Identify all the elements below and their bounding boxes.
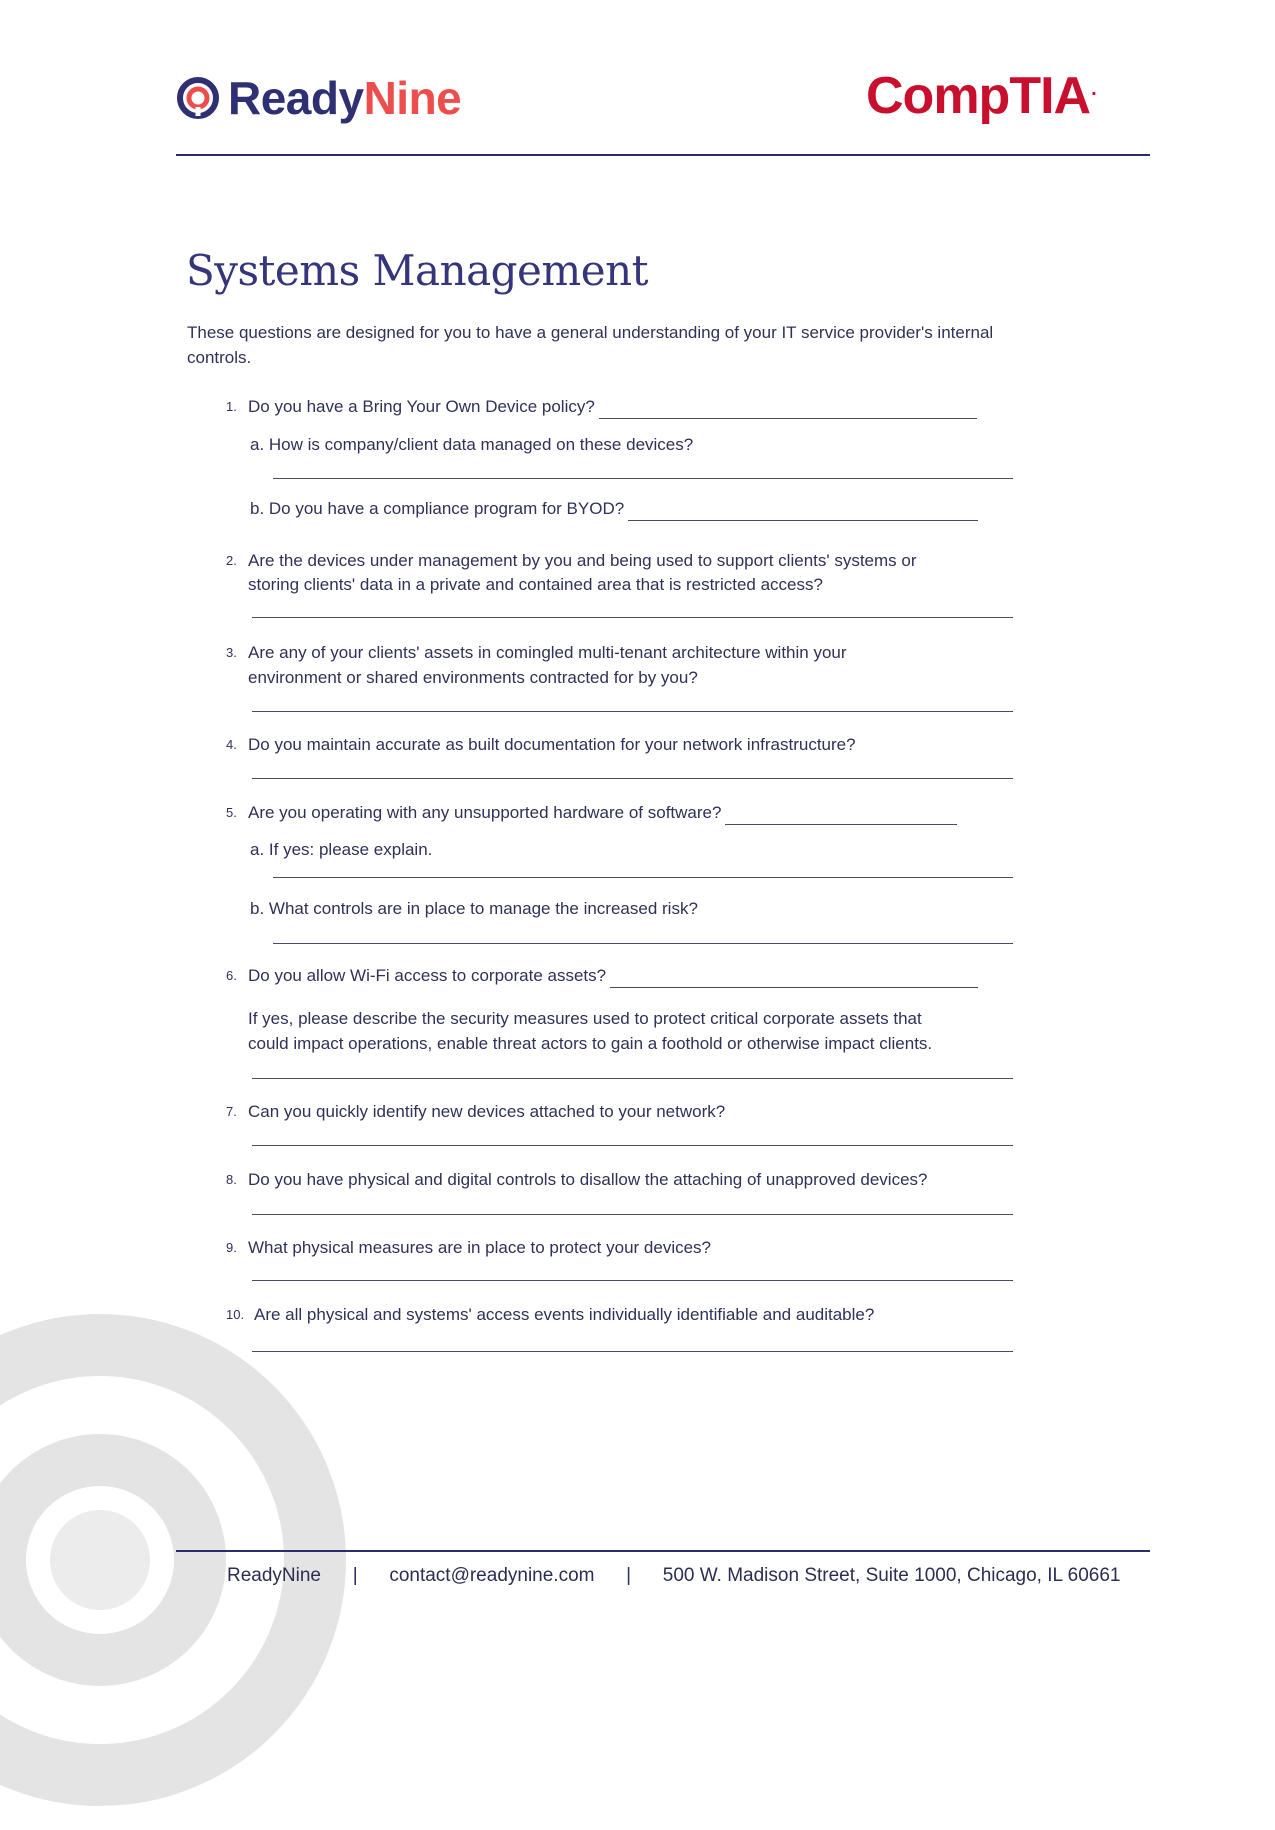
- footer-separator-1: |: [352, 1565, 358, 1586]
- q6-number: 6.: [226, 968, 237, 983]
- q7-answer-line[interactable]: [252, 1145, 1013, 1146]
- footer-separator-2: |: [626, 1565, 632, 1586]
- q1a-answer-line[interactable]: [273, 478, 1013, 479]
- q5b-text: b. What controls are in place to manage the increased risk?: [250, 899, 698, 918]
- q5b-answer-line[interactable]: [273, 943, 1013, 944]
- readynine-word-nine: Nine: [363, 72, 462, 124]
- q9-text: What physical measures are in place to protect your devices?: [248, 1238, 712, 1257]
- q3-line2: environment or shared environments contracted for by you?: [248, 668, 698, 687]
- readynine-mark-icon: [176, 76, 220, 120]
- q1-text: [248, 394, 977, 419]
- q6-text: [248, 963, 978, 988]
- q1-number: 1.: [226, 399, 237, 414]
- q7-text: Can you quickly identify new devices attached to your network?: [248, 1102, 726, 1121]
- q6-answer-line[interactable]: [610, 969, 978, 988]
- footer: [227, 1565, 1121, 1587]
- q8-text: Do you have physical and digital controls to disallow the attaching of unapproved devices?: [248, 1170, 928, 1189]
- q5-answer-line[interactable]: [725, 806, 957, 825]
- q1a-text: a. How is company/client data managed on these devices?: [250, 435, 694, 454]
- q5-label: Are you operating with any unsupported hardware of software?: [248, 803, 722, 822]
- readynine-logo: [176, 70, 461, 126]
- q9-number: 9.: [226, 1240, 237, 1255]
- q3-number: 3.: [226, 645, 237, 660]
- header-rule: [176, 154, 1150, 156]
- page-title: Systems Management: [186, 246, 649, 295]
- q4-answer-line[interactable]: [252, 778, 1013, 779]
- q3-answer-line[interactable]: [252, 711, 1013, 712]
- q7-number: 7.: [226, 1104, 237, 1119]
- intro-paragraph: These questions are designed for you to have a general understanding of your IT service provider's internal controls.: [187, 323, 994, 367]
- comptia-logo: [866, 66, 1096, 126]
- q1-label: Do you have a Bring Your Own Device policy?: [248, 397, 595, 416]
- q4-number: 4.: [226, 737, 237, 752]
- q1-answer-line[interactable]: [599, 400, 977, 419]
- readynine-word-ready: Ready: [228, 72, 364, 124]
- footer-email[interactable]: contact@readynine.com: [389, 1565, 595, 1586]
- q4-text: Do you maintain accurate as built documentation for your network infrastructure?: [248, 735, 856, 754]
- q5-text: [248, 800, 957, 825]
- q6-label: Do you allow Wi-Fi access to corporate assets?: [248, 966, 607, 985]
- q5-number: 5.: [226, 805, 237, 820]
- comptia-logo-text: CompTIA: [866, 67, 1091, 125]
- q5a-text: a. If yes: please explain.: [250, 840, 433, 859]
- q1b-text: [250, 496, 978, 521]
- q6-sub-answer-line[interactable]: [252, 1078, 1013, 1079]
- q9-answer-line[interactable]: [252, 1280, 1013, 1281]
- q6-sub-line1: If yes, please describe the security measures used to protect critical corporate assets that: [248, 1009, 922, 1028]
- footer-rule: [176, 1550, 1150, 1552]
- q1b-label: b. Do you have a compliance program for BYOD?: [250, 499, 625, 518]
- footer-address: 500 W. Madison Street, Suite 1000, Chicago, IL 60661: [662, 1565, 1121, 1586]
- comptia-logo-dot: .: [1091, 77, 1096, 100]
- q8-answer-line[interactable]: [252, 1214, 1013, 1215]
- q10-text: Are all physical and systems' access events individually identifiable and auditable?: [254, 1305, 875, 1324]
- readynine-watermark-icon: [0, 1290, 370, 1830]
- q2-line2: storing clients' data in a private and contained area that is restricted access?: [248, 575, 823, 594]
- q6-sub-line2: could impact operations, enable threat actors to gain a foothold or otherwise impact clients.: [248, 1034, 933, 1053]
- q10-number: 10.: [226, 1307, 245, 1322]
- q1b-answer-line[interactable]: [628, 502, 978, 521]
- q5a-answer-line[interactable]: [273, 877, 1013, 878]
- q2-line1: Are the devices under management by you and being used to support clients' systems or: [248, 551, 917, 570]
- q3-line1: Are any of your clients' assets in comingled multi-tenant architecture within your: [248, 643, 847, 662]
- q8-number: 8.: [226, 1172, 237, 1187]
- q2-number: 2.: [226, 553, 237, 568]
- footer-company: ReadyNine: [227, 1565, 321, 1586]
- q2-answer-line[interactable]: [252, 617, 1013, 618]
